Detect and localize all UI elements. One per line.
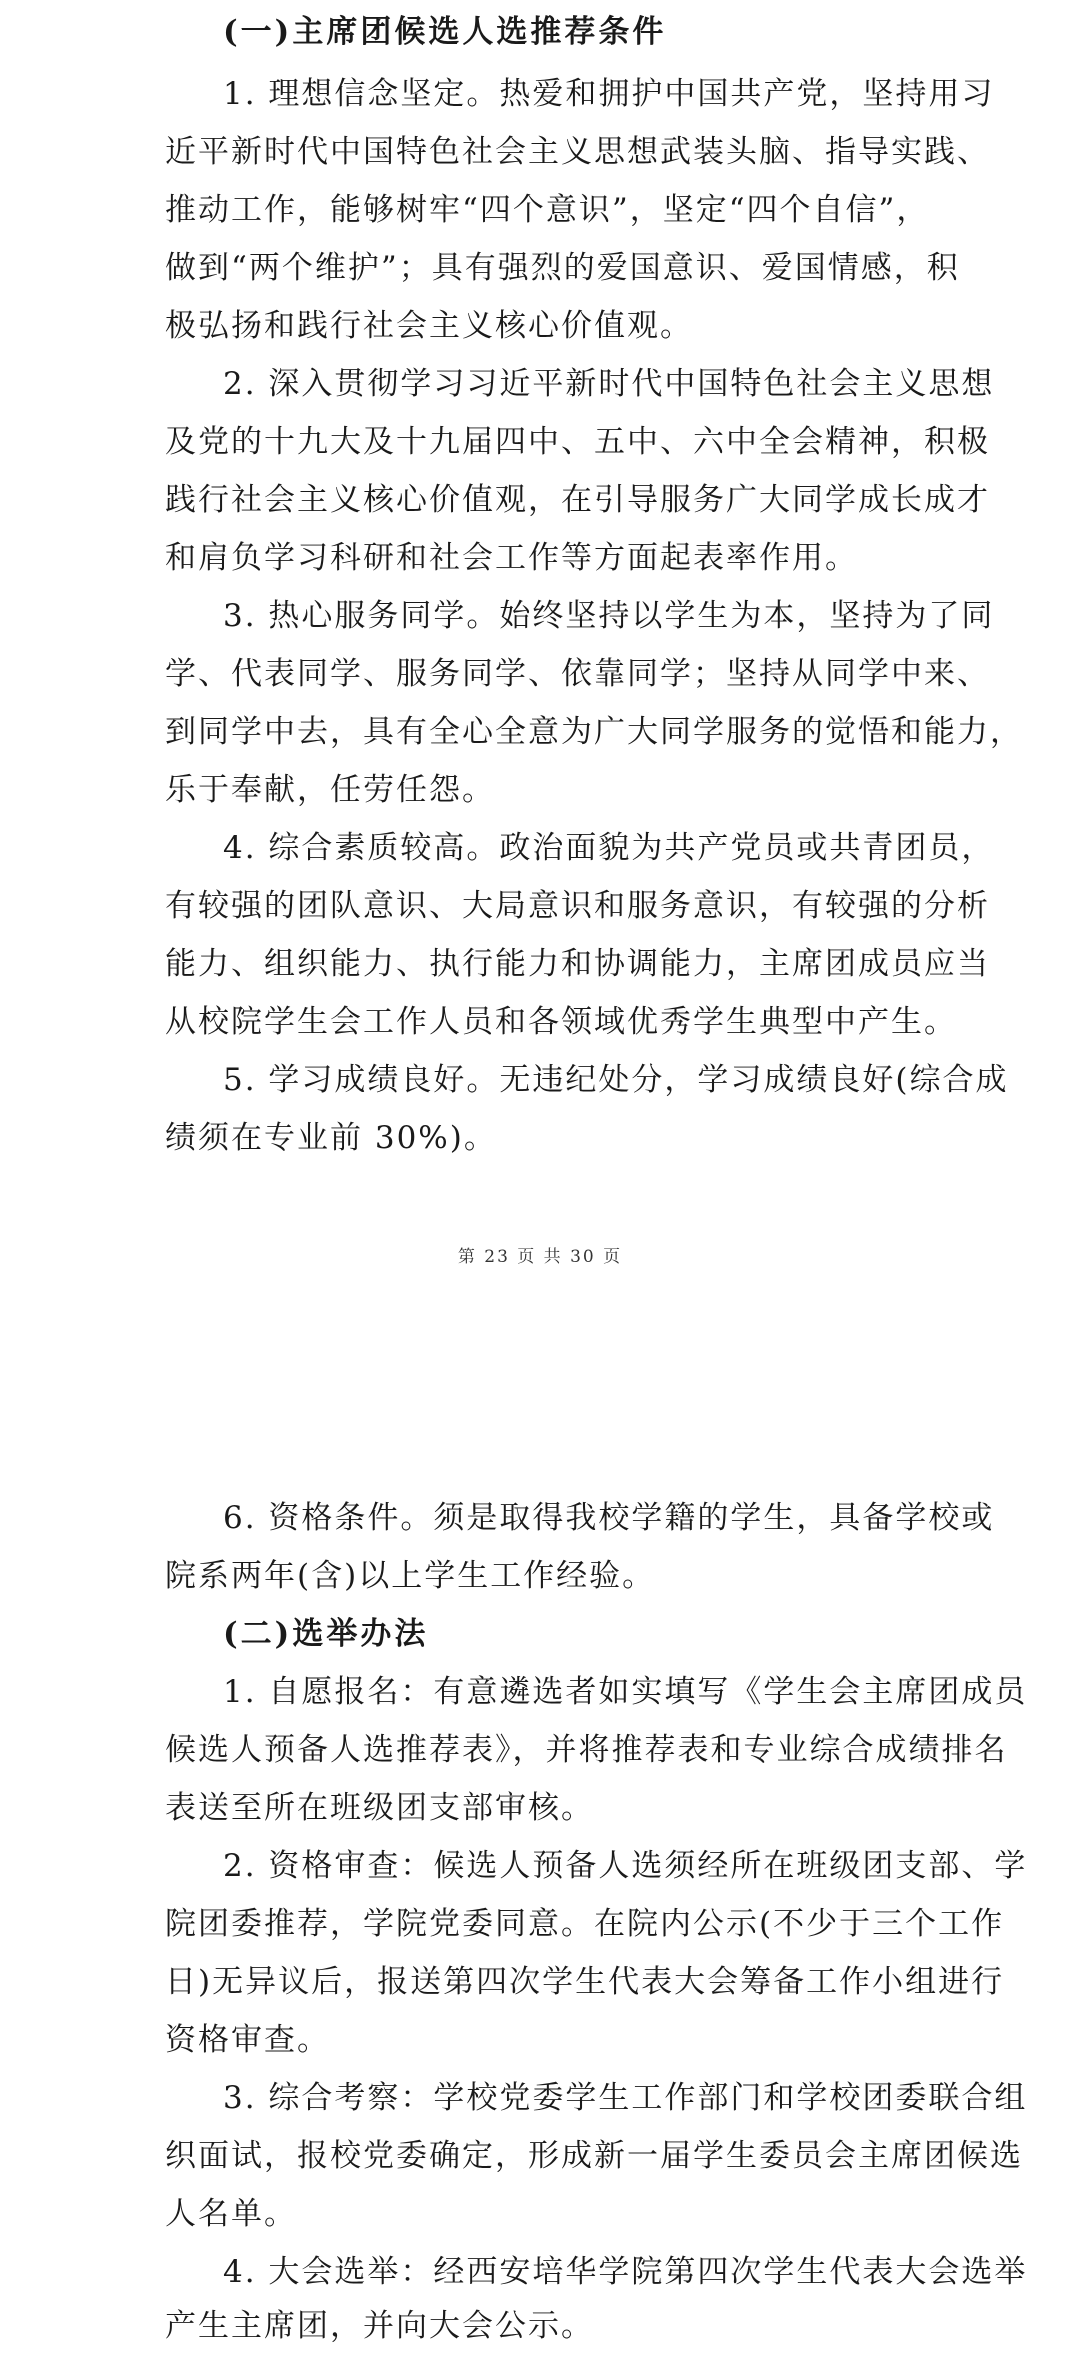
paragraph-line: 产生主席团，并向大会公示。 xyxy=(165,2308,594,2344)
paragraph-line: 5. 学习成绩良好。无违纪处分，学习成绩良好(综合成 xyxy=(223,1062,1009,1098)
paragraph-line: 织面试，报校党委确定，形成新一届学生委员会主席团候选 xyxy=(165,2138,1023,2174)
paragraph-line: 日)无异议后，报送第四次学生代表大会筹备工作小组进行 xyxy=(165,1964,1005,2000)
paragraph-line: 有较强的团队意识、大局意识和服务意识，有较强的分析 xyxy=(165,888,990,924)
paragraph-line: 践行社会主义核心价值观，在引导服务广大同学成长成才 xyxy=(165,482,990,518)
paragraph-line: 资格审查。 xyxy=(165,2022,330,2058)
paragraph-line: 近平新时代中国特色社会主义思想武装头脑、指导实践、 xyxy=(165,134,990,170)
paragraph-line: 能力、组织能力、执行能力和协调能力，主席团成员应当 xyxy=(165,946,990,982)
paragraph-line: 乐于奉献，任劳任怨。 xyxy=(165,772,495,808)
paragraph-line: 3. 综合考察：学校党委学生工作部门和学校团委联合组 xyxy=(223,2080,1028,2116)
paragraph-line: 6. 资格条件。须是取得我校学籍的学生，具备学校或 xyxy=(223,1500,995,1536)
paragraph-line: 及党的十九大及十九届四中、五中、六中全会精神，积极 xyxy=(165,424,990,460)
paragraph-line: 1. 理想信念坚定。热爱和拥护中国共产党，坚持用习 xyxy=(223,76,995,112)
section-heading-election-method: (二)选举办法 xyxy=(223,1616,429,1652)
paragraph-line: 和肩负学习科研和社会工作等方面起表率作用。 xyxy=(165,540,858,576)
paragraph-line: 3. 热心服务同学。始终坚持以学生为本，坚持为了同 xyxy=(223,598,995,634)
page-number: 第 23 页 共 30 页 xyxy=(457,1247,623,1267)
paragraph-line: 绩须在专业前 30%)。 xyxy=(165,1120,497,1156)
paragraph-line: 院系两年(含)以上学生工作经验。 xyxy=(165,1558,656,1594)
paragraph-line: 2. 深入贯彻学习习近平新时代中国特色社会主义思想 xyxy=(223,366,995,402)
paragraph-line: 表送至所在班级团支部审核。 xyxy=(165,1790,594,1826)
paragraph-line: 2. 资格审查：候选人预备人选须经所在班级团支部、学 xyxy=(223,1848,1028,1884)
paragraph-line: 候选人预备人选推荐表》，并将推荐表和专业综合成绩排名 xyxy=(165,1732,1008,1768)
paragraph-line: 4. 综合素质较高。政治面貌为共产党员或共青团员， xyxy=(223,830,995,866)
paragraph-line: 4. 大会选举：经西安培华学院第四次学生代表大会选举 xyxy=(223,2254,1028,2290)
paragraph-line: 院团委推荐，学院党委同意。在院内公示(不少于三个工作 xyxy=(165,1906,1005,1942)
paragraph-line: 做到“两个维护”；具有强烈的爱国意识、爱国情感，积 xyxy=(165,250,960,286)
paragraph-line: 到同学中去，具有全心全意为广大同学服务的觉悟和能力， xyxy=(165,714,1023,750)
paragraph-line: 极弘扬和践行社会主义核心价值观。 xyxy=(165,308,693,344)
paragraph-line: 推动工作，能够树牢“四个意识”，坚定“四个自信”， xyxy=(165,192,930,228)
section-heading-candidate-conditions: (一)主席团候选人选推荐条件 xyxy=(223,14,667,50)
paragraph-line: 学、代表同学、服务同学、依靠同学；坚持从同学中来、 xyxy=(165,656,990,692)
paragraph-line: 从校院学生会工作人员和各领域优秀学生典型中产生。 xyxy=(165,1004,957,1040)
paragraph-line: 人名单。 xyxy=(165,2196,297,2232)
paragraph-line: 1. 自愿报名：有意遴选者如实填写《学生会主席团成员 xyxy=(223,1674,1028,1710)
